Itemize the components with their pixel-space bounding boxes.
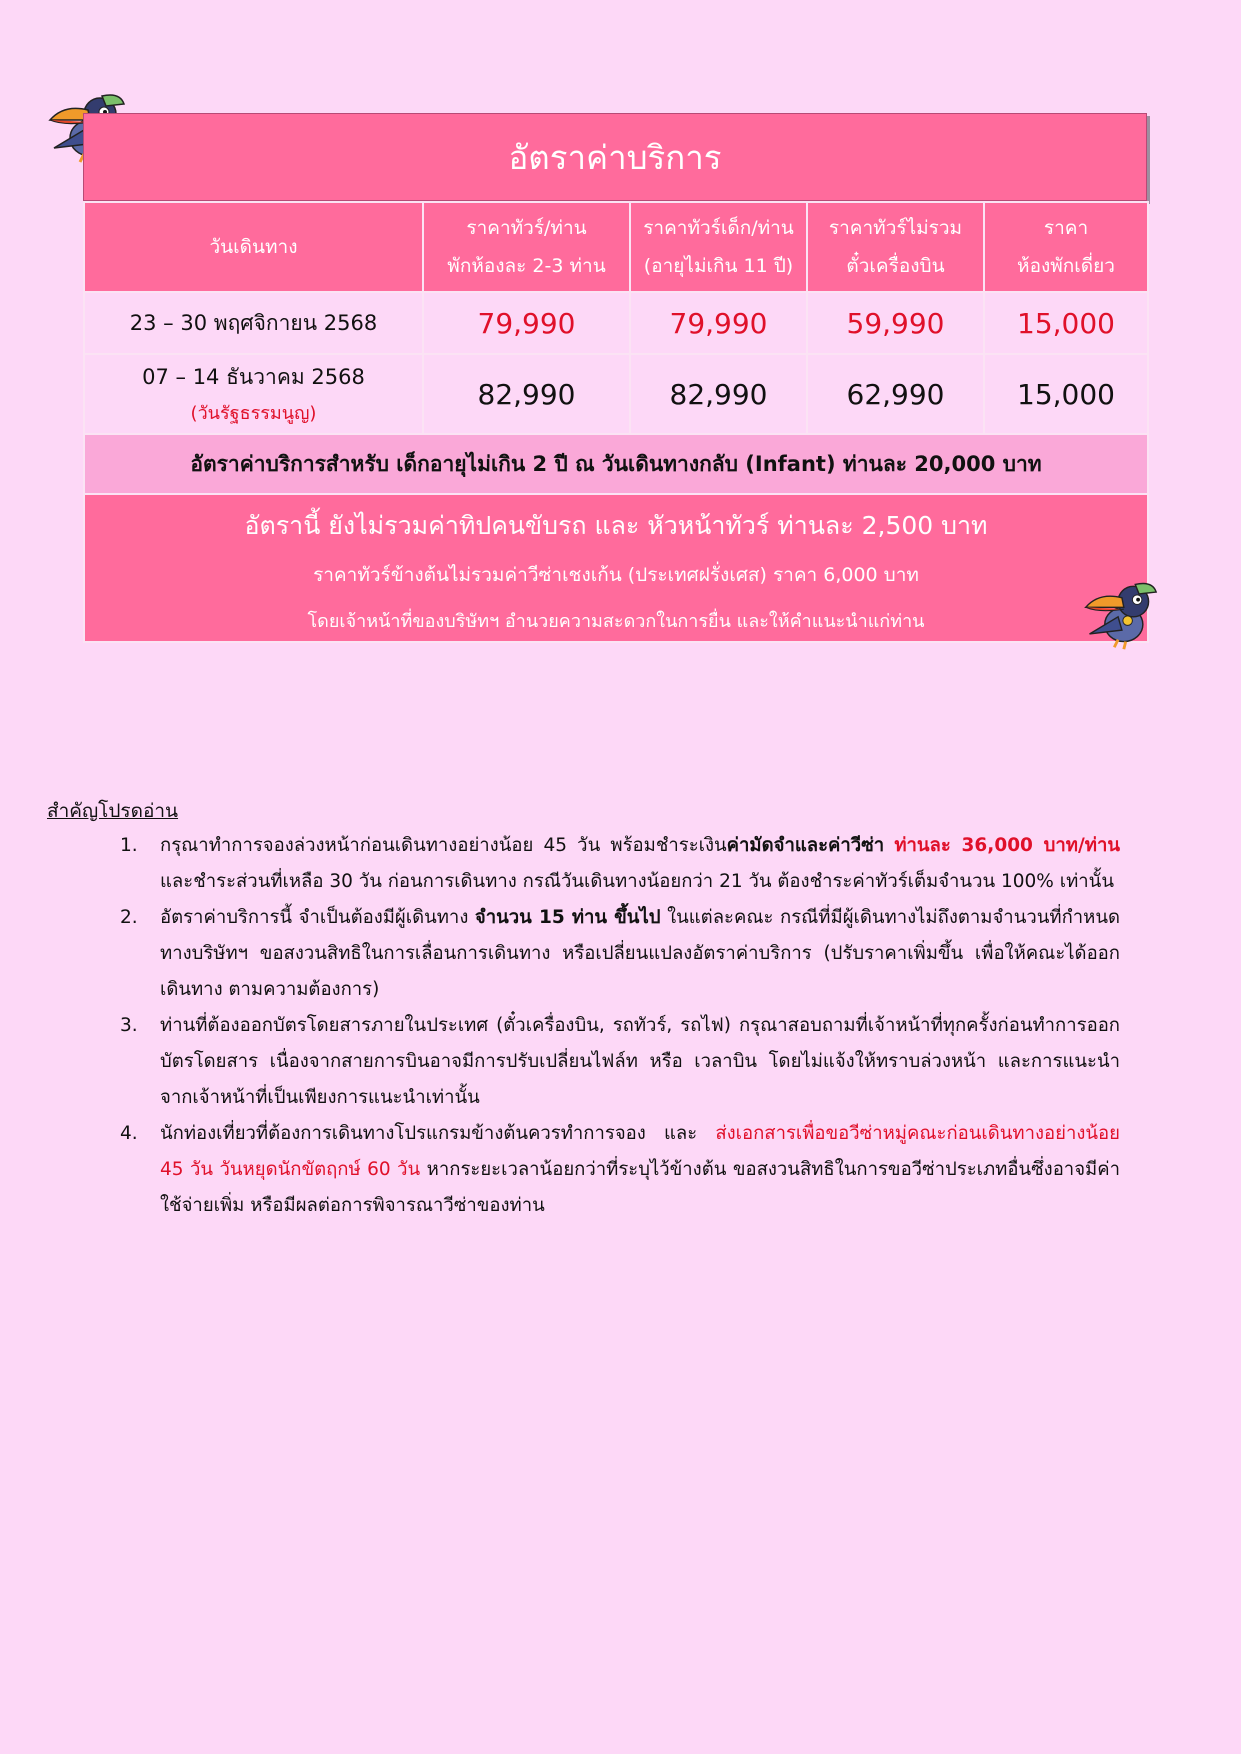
list-item-text: ท่านละ 36,000 บาท/ท่าน <box>894 835 1120 856</box>
table-header-row <box>84 202 1148 292</box>
list-item-number: 2. <box>120 907 138 928</box>
adult-price: 82,990 <box>423 354 630 434</box>
list-item-text: นักท่องเที่ยวที่ต้องการเดินทางโปรแกรมข้างต้นควรทำการจอง และ <box>160 1123 716 1144</box>
header-single-room: ราคา ห้องพักเดี่ยว <box>984 202 1148 292</box>
list-item-text: ค่ามัดจำและค่าวีซ่า <box>726 835 885 856</box>
adult-price: 79,990 <box>423 292 630 354</box>
list-item-number: 1. <box>120 835 138 856</box>
tip-note: อัตรานี้ ยังไม่รวมค่าทิปคนขับรถ และ หัวหน้าทัวร์ ท่านละ 2,500 บาท <box>244 510 988 540</box>
header-adult-price: ราคาทัวร์/ท่าน พักห้องละ 2-3 ท่าน <box>423 202 630 292</box>
terms-list <box>120 828 1120 1224</box>
header-no-flight-price: ราคาทัวร์ไม่รวม ตั๋วเครื่องบิน <box>807 202 984 292</box>
holiday-label: (วันรัฐธรรมนูญ) <box>190 403 317 424</box>
rates-title: อัตราค่าบริการ <box>83 113 1147 201</box>
list-item-text <box>884 835 894 856</box>
list-item-text: อัตราค่าบริการนี้ จำเป็นต้องมีผู้เดินทาง <box>160 907 475 928</box>
single-room-price: 15,000 <box>984 292 1148 354</box>
infant-note: อัตราค่าบริการสำหรับ เด็กอายุไม่เกิน 2 ปี ณ วันเดินทางกลับ (Infant) ท่านละ 20,000 บาท <box>84 434 1148 494</box>
travel-date: 07 – 14 ธันวาคม 2568 <box>142 365 365 389</box>
list-item <box>120 900 1120 1008</box>
header-travel-date: วันเดินทาง <box>84 202 423 292</box>
list-item <box>120 828 1120 900</box>
list-item-text: จำนวน 15 ท่าน ขึ้นไป <box>474 907 661 928</box>
single-room-price: 15,000 <box>984 354 1148 434</box>
notes-cell <box>84 494 1148 642</box>
child-price: 79,990 <box>630 292 807 354</box>
table-row <box>84 292 1148 354</box>
assist-note: โดยเจ้าหน้าที่ของบริษัทฯ อำนวยความสะดวกในการยื่น และให้คำแนะนำแก่ท่าน <box>307 610 925 632</box>
list-item-text: และชำระส่วนที่เหลือ 30 วัน ก่อนการเดินทาง กรณีวันเดินทางน้อยกว่า 21 วัน ต้องชำระค่าทัวร์เต็มจำนวน 100% เท่านั้น <box>160 871 1114 892</box>
list-item-text: หากระยะเวลาน้อยกว่าที่ระบุไว้ข้างต้น ขอสงวนสิทธิในการขอวีซ่าประเภทอื่นซึ่งอาจมีค่าใช้จ่ายเพิ่ม หรือมีผลต่อการพิจารณาวีซ่าของท่าน <box>160 1159 1120 1216</box>
table-row <box>84 354 1148 434</box>
rates-table <box>83 201 1149 643</box>
list-item-text: ส่งเอกสารเพื่อขอวีซ่าหมู่คณะก่อนเดินทางอย่างน้อย 45 วัน วันหยุดนักขัตฤกษ์ 60 วัน <box>160 1123 1120 1180</box>
infant-row <box>84 434 1148 494</box>
important-heading: สำคัญโปรดอ่าน <box>47 800 179 822</box>
list-item <box>120 1008 1120 1116</box>
header-child-price: ราคาทัวร์เด็ก/ท่าน (อายุไม่เกิน 11 ปี) <box>630 202 807 292</box>
list-item-text: ท่านที่ต้องออกบัตรโดยสารภายในประเทศ (ตั๋วเครื่องบิน, รถทัวร์, รถไฟ) กรุณาสอบถามที่เจ้าหน้าที่ทุกครั้งก่อนทำการออกบัตรโดยสาร เนื่องจากสายการบินอาจมีการปรับเปลี่ยนไฟล์ท หรือ เวลาบิน โดยไม่แจ้งให้ทราบล่วงหน้า และการแนะนำจากเจ้าหน้าที่เป็นเพียงการแนะนำเท่านั้น <box>160 1015 1120 1108</box>
child-price: 82,990 <box>630 354 807 434</box>
toucan-mascot-icon <box>1080 574 1160 652</box>
list-item <box>120 1116 1120 1224</box>
travel-date-cell <box>84 354 423 434</box>
no-flight-price: 62,990 <box>807 354 984 434</box>
no-flight-price: 59,990 <box>807 292 984 354</box>
list-item-text: ในแต่ละคณะ กรณีที่มีผู้เดินทางไม่ถึงตามจำนวนที่กำหนด ทางบริษัทฯ ขอสงวนสิทธิในการเลื่อนการเดินทาง หรือเปลี่ยนแปลงอัตราค่าบริการ (ปรับราคาเพิ่มขึ้น เพื่อให้คณะได้ออกเดินทาง ตามความต้องการ) <box>160 907 1121 1000</box>
list-item-text: กรุณาทำการจองล่วงหน้าก่อนเดินทางอย่างน้อย 45 วัน พร้อมชำระเงิน <box>160 835 727 856</box>
list-item-number: 4. <box>120 1123 138 1144</box>
visa-note: ราคาทัวร์ข้างต้นไม่รวมค่าวีซ่าเชงเก้น (ประเทศฝรั่งเศส) ราคา 6,000 บาท <box>313 563 919 586</box>
list-item-number: 3. <box>120 1015 138 1036</box>
travel-date: 23 – 30 พฤศจิกายน 2568 <box>84 292 423 354</box>
notes-row <box>84 494 1148 642</box>
